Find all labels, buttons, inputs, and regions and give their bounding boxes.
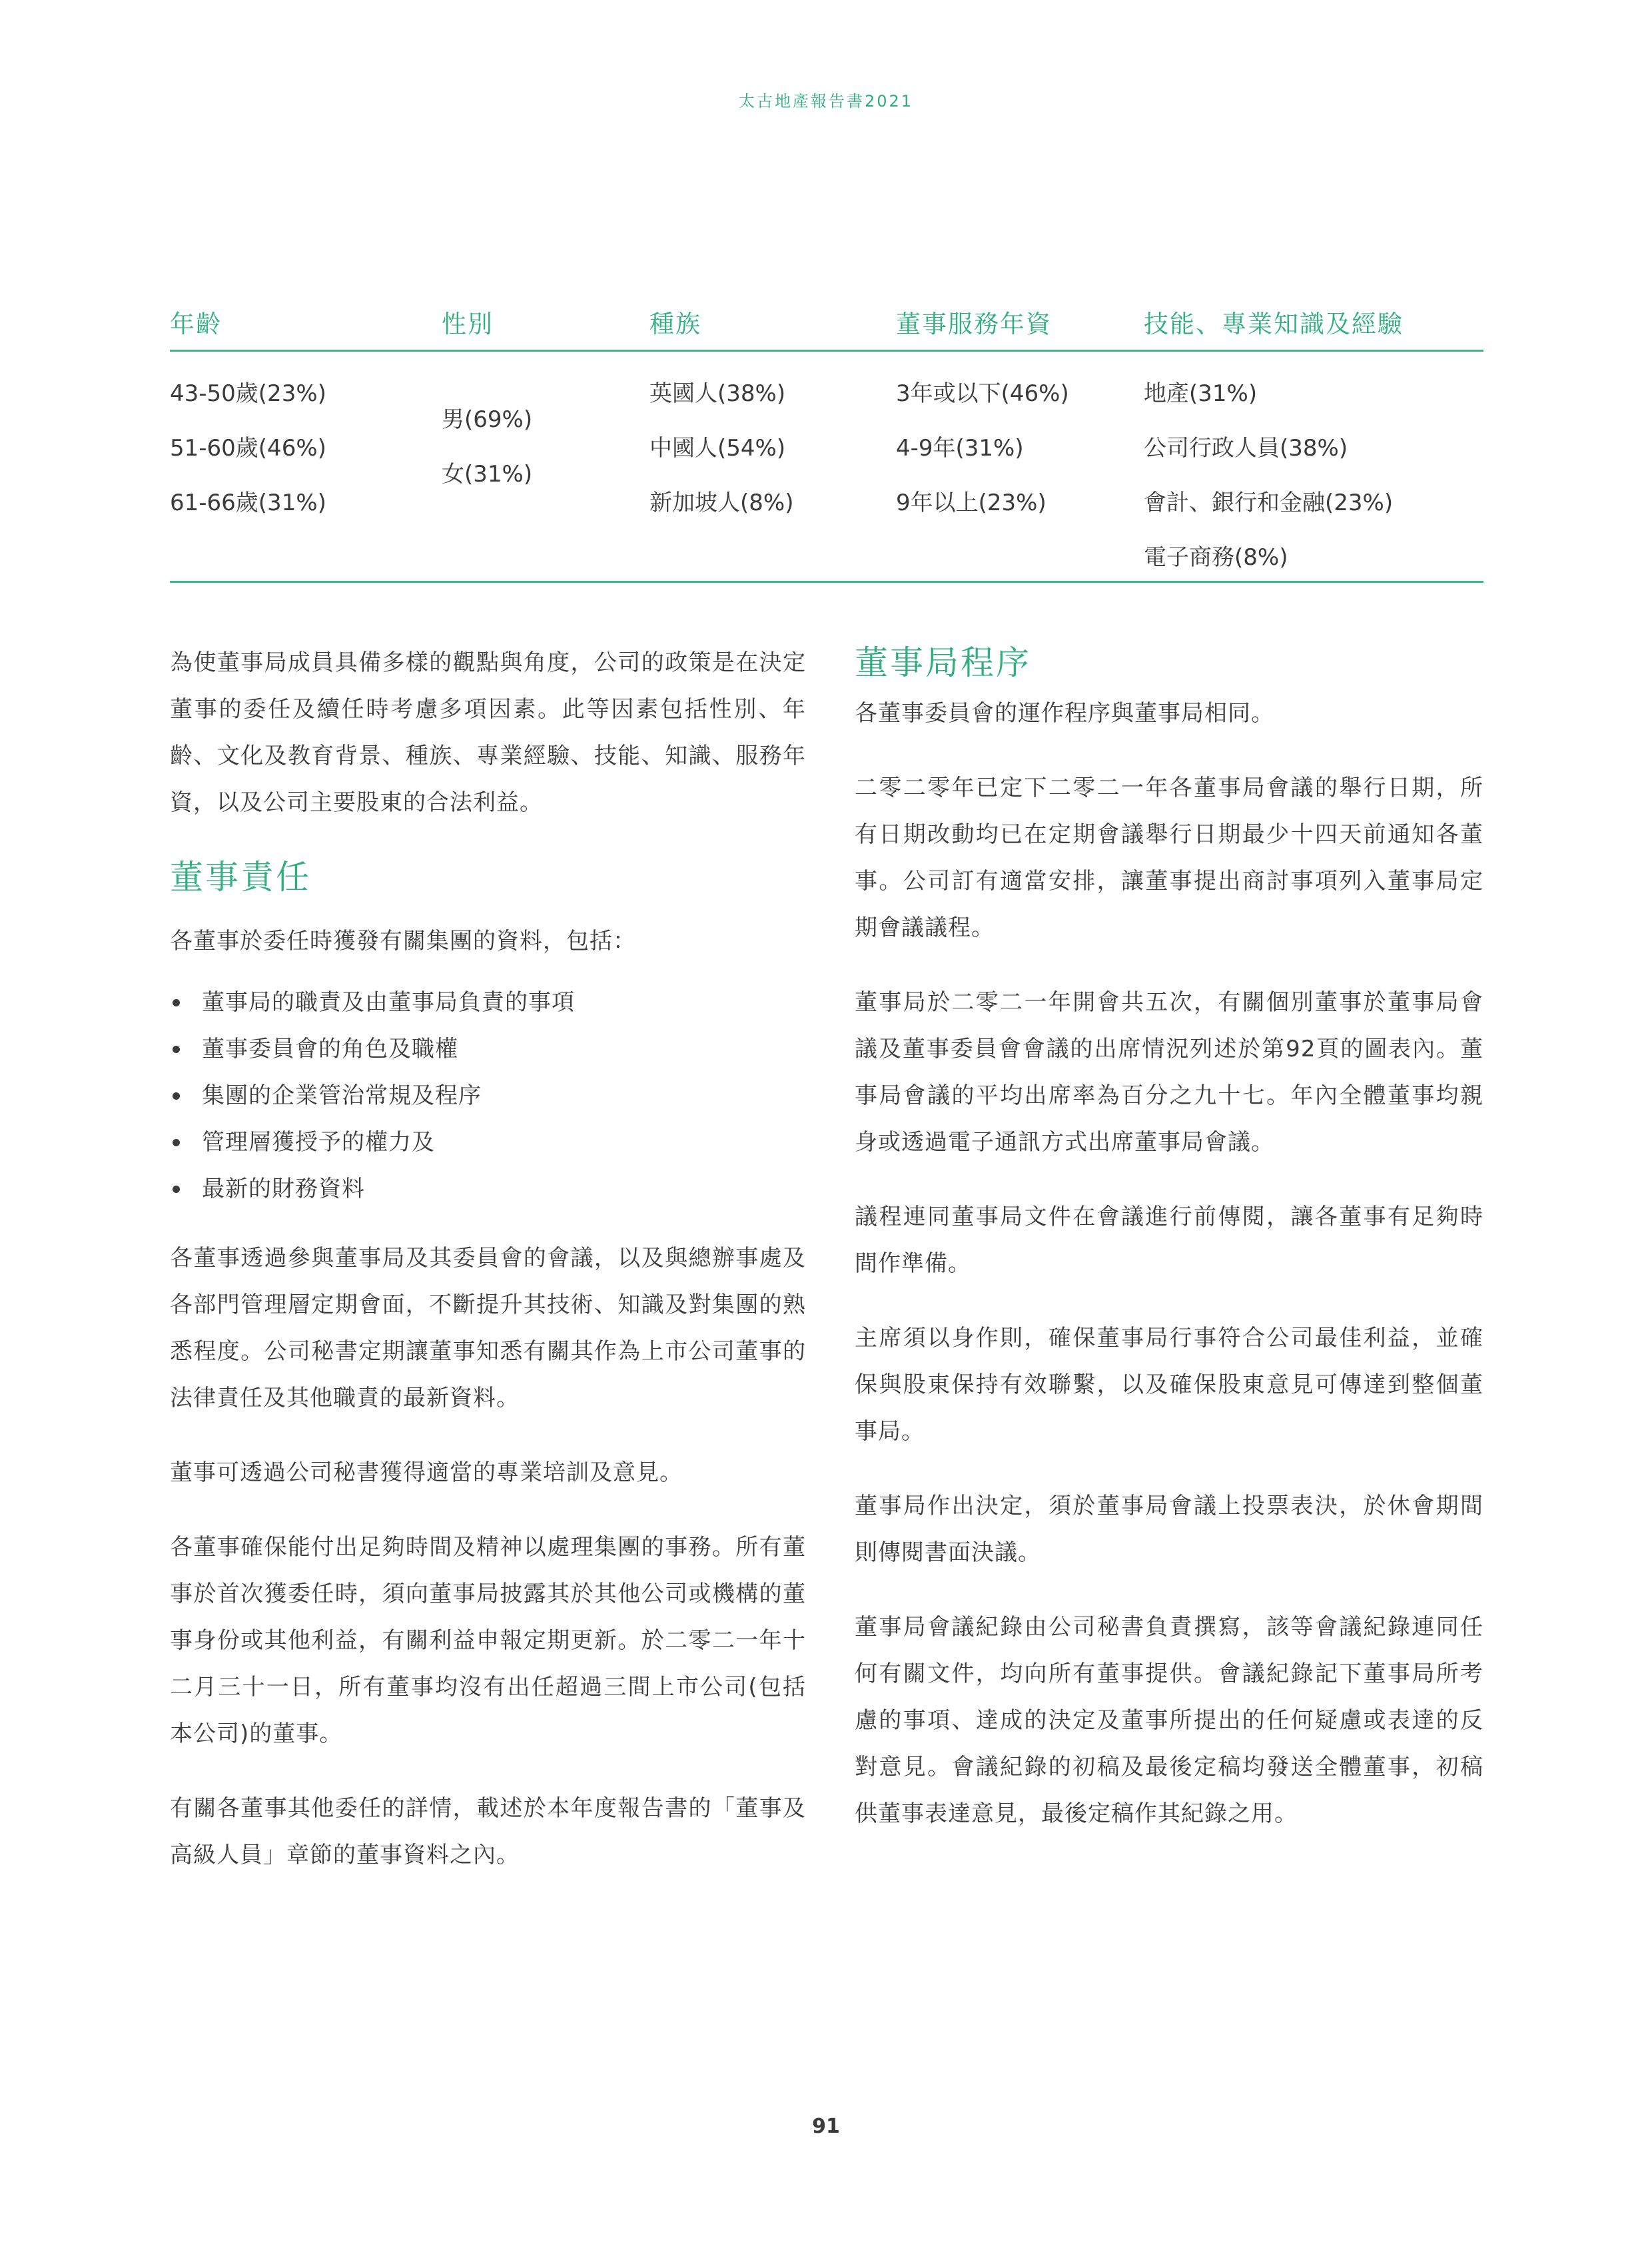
diversity-table	[170, 293, 1483, 583]
body-paragraph: 有關各董事其他委任的詳情，載述於本年度報告書的「董事及高級人員」章節的董事資料之內。	[170, 1795, 806, 1868]
left-column	[170, 639, 806, 1906]
gender-cell: 男(69%)	[442, 406, 533, 433]
bullet-icon	[173, 1186, 180, 1193]
tenure-cell: 4-9年(31%)	[896, 435, 1024, 462]
tenure-cell: 3年或以下(46%)	[896, 380, 1069, 407]
body-paragraph: 各董事確保能付出足夠時間及精神以處理集團的事務。所有董事於首次獲委任時，須向董事局披露其於其他公司或機構的董事身份或其他利益，有關利益申報定期更新。於二零二一年十二月三十一日，所有董事均沒有出任超過三間上市公司(包括本公司)的董事。	[170, 1534, 806, 1747]
header-age: 年齡	[170, 310, 222, 338]
list-item: 集團的企業管治常規及程序	[170, 1072, 806, 1119]
list-item: 管理層獲授予的權力及	[170, 1119, 806, 1166]
gender-cell: 女(31%)	[442, 461, 533, 488]
body-paragraph: 各董事委員會的運作程序與董事局相同。	[855, 700, 1274, 727]
body-paragraph: 董事局於二零二一年開會共五次，有關個別董事於董事局會議及董事委員會會議的出席情況列述於第92頁的圖表內。董事局會議的平均出席率為百分之九十七。年內全體董事均親身或透過電子通訊方式出席董事局會議。	[855, 989, 1483, 1156]
body-paragraph: 董事局會議紀錄由公司秘書負責撰寫，該等會議紀錄連同任何有關文件，均向所有董事提供。會議紀錄記下董事局所考慮的事項、達成的決定及董事所提出的任何疑慮或表達的反對意見。會議紀錄的初稿及最後定稿均發送全體董事，初稿供董事表達意見，最後定稿作其紀錄之用。	[855, 1614, 1483, 1827]
induction-bullet-list	[170, 979, 806, 1212]
ethnicity-cell: 新加坡人(8%)	[649, 490, 794, 516]
diversity-policy-paragraph: 為使董事局成員具備多樣的觀點與角度，公司的政策是在決定董事的委任及續任時考慮多項因素。此等因素包括性別、年齡、文化及教育背景、種族、專業經驗、技能、知識、服務年資，以及公司主要股東的合法利益。	[170, 649, 806, 816]
header-skills: 技能、專業知識及經驗	[1144, 310, 1404, 338]
bullet-icon	[173, 1139, 180, 1146]
list-item: 最新的財務資料	[170, 1166, 806, 1212]
ethnicity-cell: 中國人(54%)	[649, 435, 786, 462]
body-paragraph: 董事局作出決定，須於董事局會議上投票表決，於休會期間則傳閱書面決議。	[855, 1493, 1483, 1566]
skills-cell: 電子商務(8%)	[1144, 544, 1288, 571]
age-cell: 61-66歲(31%)	[170, 490, 326, 516]
skills-cell: 地產(31%)	[1144, 380, 1258, 407]
bullet-icon	[173, 1046, 180, 1053]
diversity-table-body	[170, 352, 1483, 583]
skills-cell: 會計、銀行和金融(23%)	[1144, 490, 1394, 516]
body-paragraph: 董事可透過公司秘書獲得適當的專業培訓及意見。	[170, 1459, 683, 1486]
bullet-icon	[173, 1092, 180, 1100]
body-paragraph: 二零二零年已定下二零二一年各董事局會議的舉行日期，所有日期改動均已在定期會議舉行日期最少十四天前通知各董事。公司訂有適當安排，讓董事提出商討事項列入董事局定期會議議程。	[855, 775, 1483, 941]
report-header: 太古地產報告書2021	[738, 92, 914, 111]
skills-cell: 公司行政人員(38%)	[1144, 435, 1348, 462]
section-heading-director-responsibilities: 董事責任	[170, 858, 311, 897]
header-gender: 性別	[442, 310, 494, 338]
lead-paragraph: 各董事於委任時獲發有關集團的資料，包括：	[170, 928, 636, 954]
list-item: 董事局的職責及由董事局負責的事項	[170, 979, 806, 1026]
tenure-cell: 9年以上(23%)	[896, 490, 1046, 516]
ethnicity-cell: 英國人(38%)	[649, 380, 786, 407]
right-column	[855, 639, 1483, 1865]
body-paragraph: 議程連同董事局文件在會議進行前傳閱，讓各董事有足夠時間作準備。	[855, 1204, 1483, 1277]
page-number: 91	[812, 2115, 840, 2138]
bullet-icon	[173, 999, 180, 1006]
diversity-table-header	[170, 293, 1483, 352]
body-paragraph: 各董事透過參與董事局及其委員會的會議，以及與總辦事處及各部門管理層定期會面，不斷提升其技術、知識及對集團的熟悉程度。公司秘書定期讓董事知悉有關其作為上市公司董事的法律責任及其他職責的最新資料。	[170, 1245, 806, 1411]
section-heading-board-procedures: 董事局程序	[855, 643, 1031, 682]
list-item: 董事委員會的角色及職權	[170, 1026, 806, 1072]
age-cell: 43-50歲(23%)	[170, 380, 326, 407]
body-paragraph: 主席須以身作則，確保董事局行事符合公司最佳利益，並確保與股東保持有效聯繫，以及確保股東意見可傳達到整個董事局。	[855, 1325, 1483, 1445]
header-ethnicity: 種族	[649, 310, 701, 338]
age-cell: 51-60歲(46%)	[170, 435, 326, 462]
header-tenure: 董事服務年資	[896, 310, 1052, 338]
